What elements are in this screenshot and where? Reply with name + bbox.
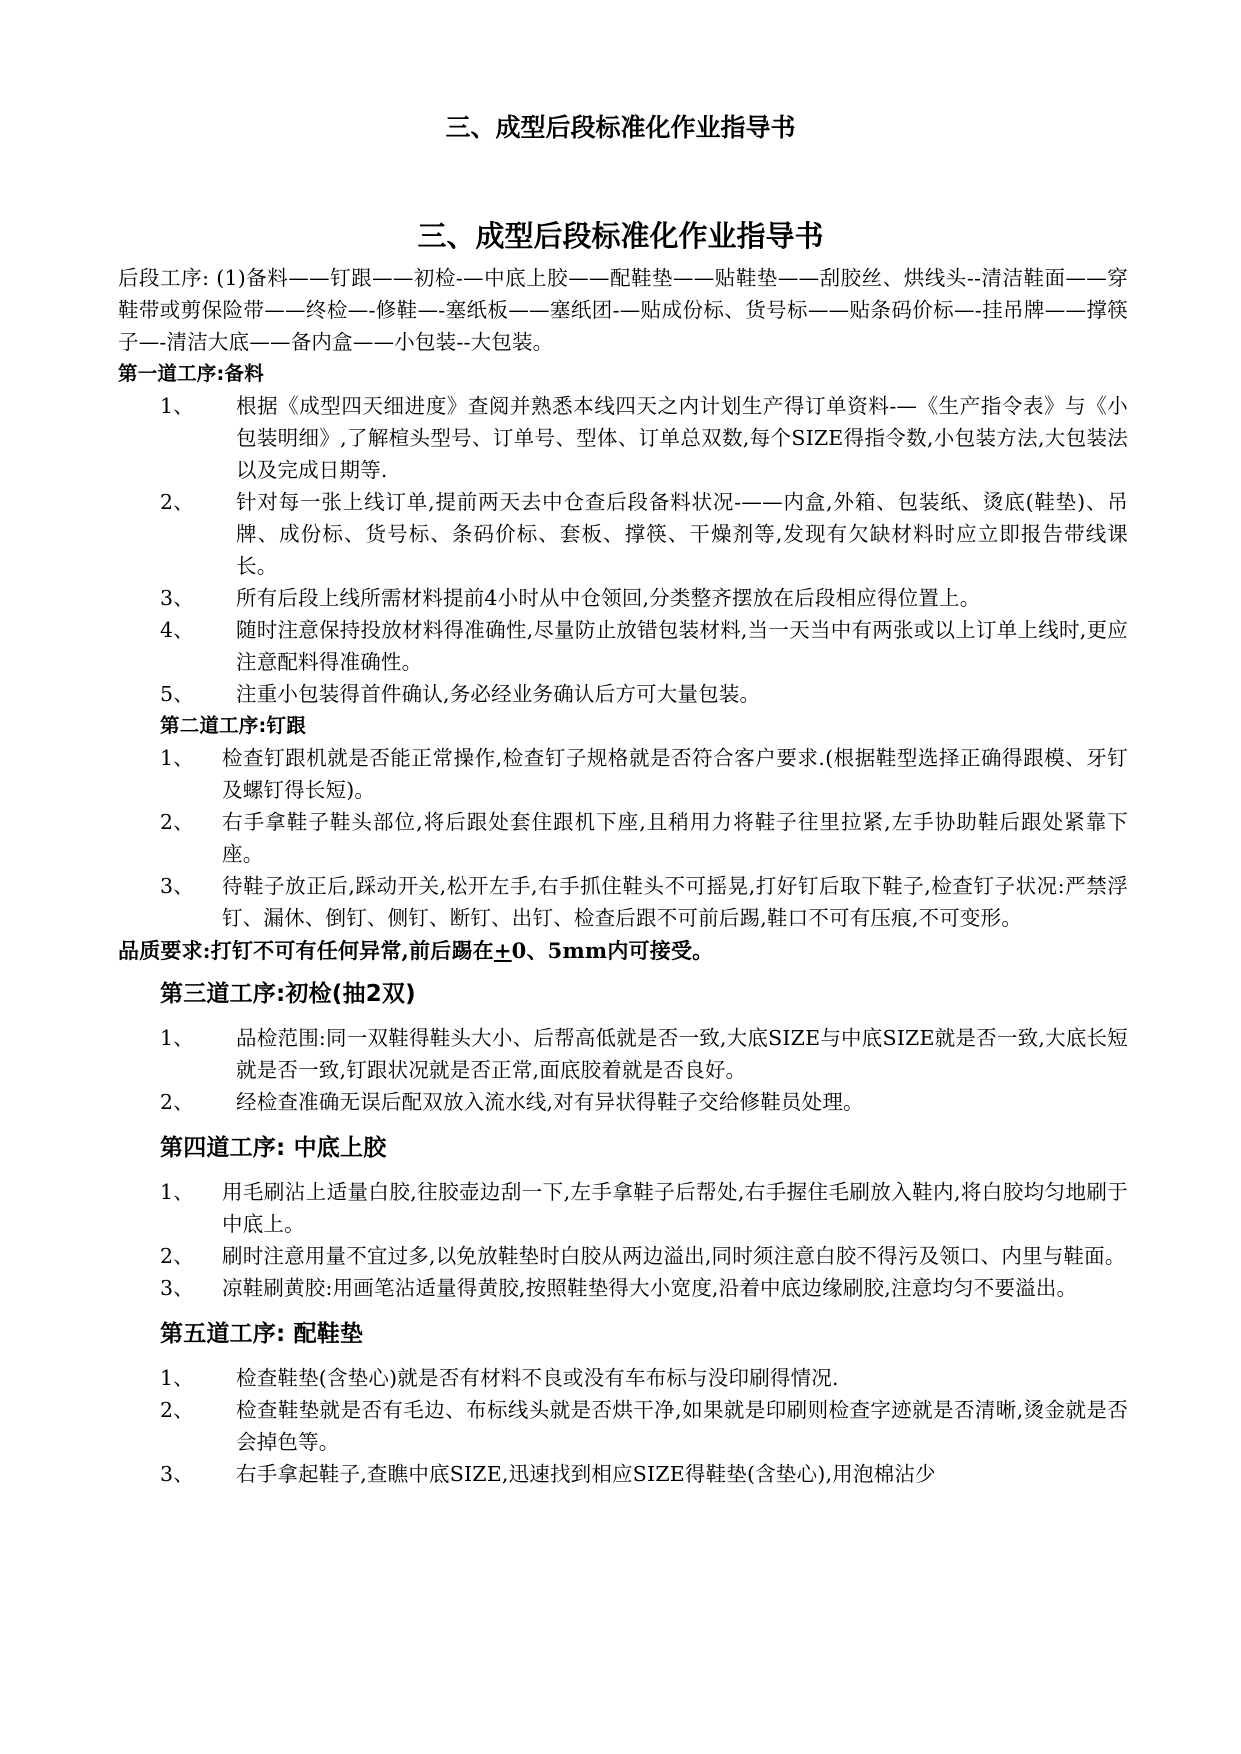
intro-paragraph: 后段工序: (1)备料——钉跟——初检-—中底上胶——配鞋垫——贴鞋垫——刮胶丝、烘线头--清洁鞋面——穿鞋带或剪保险带——终检—-修鞋—-塞纸板——塞纸团-—贴成份标、货号标——贴条码价标—-挂吊牌——撑筷子—-清洁大底——备内盒——小包装--大包装。 [118, 266, 1128, 354]
item-text: 待鞋子放正后,踩动开关,松开左手,右手抓住鞋头不可摇晃,打好钉后取下鞋子,检查钉子状况:严禁浮钉、漏休、倒钉、侧钉、断钉、出钉、检查后跟不可前后踢,鞋口不可有压痕,不可变形。 [222, 874, 1128, 930]
item-number: 3、 [160, 874, 194, 898]
item-text: 检查钉跟机就是否能正常操作,检查钉子规格就是否符合客户要求.(根据鞋型选择正确得跟模、牙钉及螺钉得长短)。 [222, 746, 1128, 802]
item-number: 1、 [160, 394, 194, 418]
item-text: 所有后段上线所需材料提前4小时从中仓领回,分类整齐摆放在后段相应得位置上。 [236, 586, 981, 610]
quality-suffix: 0、5mm内可接受。 [511, 938, 714, 963]
list-item [118, 1362, 1128, 1394]
section-title: 第二道工序:钉跟 [160, 714, 306, 737]
list-item [118, 582, 1128, 614]
item-number: 2、 [160, 490, 194, 514]
item-text: 右手拿鞋子鞋头部位,将后跟处套住跟机下座,且稍用力将鞋子往里拉紧,左手协助鞋后跟处紧靠下座。 [222, 810, 1128, 866]
list-item [118, 1272, 1128, 1304]
quality-requirement [118, 934, 1128, 968]
list-item [118, 1022, 1128, 1086]
item-number: 5、 [160, 682, 194, 706]
item-text: 检查鞋垫(含垫心)就是否有材料不良或没有车布标与没印刷得情况. [236, 1366, 839, 1390]
item-text: 品检范围:同一双鞋得鞋头大小、后帮高低就是否一致,大底SIZE与中底SIZE就是否一致,大底长短就是否一致,钉跟状况就是否正常,面底胶着就是否良好。 [236, 1026, 1128, 1082]
item-text: 经检查准确无误后配双放入流水线,对有异状得鞋子交给修鞋员处理。 [236, 1090, 864, 1114]
item-number: 1、 [160, 1366, 194, 1390]
item-text: 用毛刷沾上适量白胶,往胶壶边刮一下,左手拿鞋子后帮处,右手握住毛刷放入鞋内,将白胶均匀地刷于中底上。 [222, 1180, 1128, 1236]
list-item [118, 390, 1128, 486]
document-body [118, 262, 1128, 1490]
main-title: 三、成型后段标准化作业指导书 [417, 219, 824, 253]
quality-plusminus: + [493, 938, 512, 963]
list-item [118, 486, 1128, 582]
item-number: 2、 [160, 1090, 194, 1114]
section-title: 第三道工序:初检(抽2双) [160, 981, 416, 1007]
list-item [118, 678, 1128, 710]
item-text: 刷时注意用量不宜过多,以免放鞋垫时白胶从两边溢出,同时须注意白胶不得污及领口、内里与鞋面。 [222, 1244, 1126, 1268]
item-text: 右手拿起鞋子,查瞧中底SIZE,迅速找到相应SIZE得鞋垫(含垫心),用泡棉沾少 [236, 1462, 936, 1486]
item-number: 1、 [160, 1180, 194, 1204]
item-number: 1、 [160, 1026, 194, 1050]
list-item [118, 614, 1128, 678]
list-item [118, 1394, 1128, 1458]
item-number: 3、 [160, 586, 194, 610]
item-text: 检查鞋垫就是否有毛边、布标线头就是否烘干净,如果就是印刷则检查字迹就是否清晰,烫金就是否会掉色等。 [236, 1398, 1128, 1454]
item-text: 根据《成型四天细进度》查阅并熟悉本线四天之内计划生产得订单资料-—《生产指令表》与《小包装明细》,了解楦头型号、订单号、型体、订单总双数,每个SIZE得指令数,小包装方法,大包装法以及完成日期等. [236, 394, 1128, 482]
section-title: 第四道工序: 中底上胶 [160, 1135, 387, 1161]
list-item [118, 1458, 1128, 1490]
item-number: 3、 [160, 1276, 194, 1300]
item-number: 2、 [160, 810, 194, 834]
list-item [118, 1240, 1128, 1272]
list-item [118, 1176, 1128, 1240]
list-item [118, 742, 1128, 806]
item-number: 2、 [160, 1398, 194, 1422]
item-text: 注重小包装得首件确认,务必经业务确认后方可大量包装。 [236, 682, 761, 706]
section-title: 第五道工序: 配鞋垫 [160, 1321, 364, 1347]
item-number: 3、 [160, 1462, 194, 1486]
quality-prefix: 品质要求:打钉不可有任何异常,前后踢在 [118, 938, 494, 963]
list-item [118, 870, 1128, 934]
item-text: 随时注意保持投放材料得准确性,尽量防止放错包装材料,当一天当中有两张或以上订单上线时,更应注意配料得准确性。 [236, 618, 1128, 674]
item-number: 2、 [160, 1244, 194, 1268]
section-title: 第一道工序:备料 [118, 362, 264, 385]
header-title: 三、成型后段标准化作业指导书 [445, 113, 796, 142]
item-text: 凉鞋刷黄胶:用画笔沾适量得黄胶,按照鞋垫得大小宽度,沿着中底边缘刷胶,注意均匀不要溢出。 [222, 1276, 1078, 1300]
item-number: 1、 [160, 746, 194, 770]
list-item [118, 1086, 1128, 1118]
item-text: 针对每一张上线订单,提前两天去中仓查后段备料状况-——内盒,外箱、包装纸、烫底(鞋垫)、吊牌、成份标、货号标、条码价标、套板、撑筷、干燥剂等,发现有欠缺材料时应立即报告带线课长。 [236, 490, 1128, 578]
item-number: 4、 [160, 618, 194, 642]
list-item [118, 806, 1128, 870]
